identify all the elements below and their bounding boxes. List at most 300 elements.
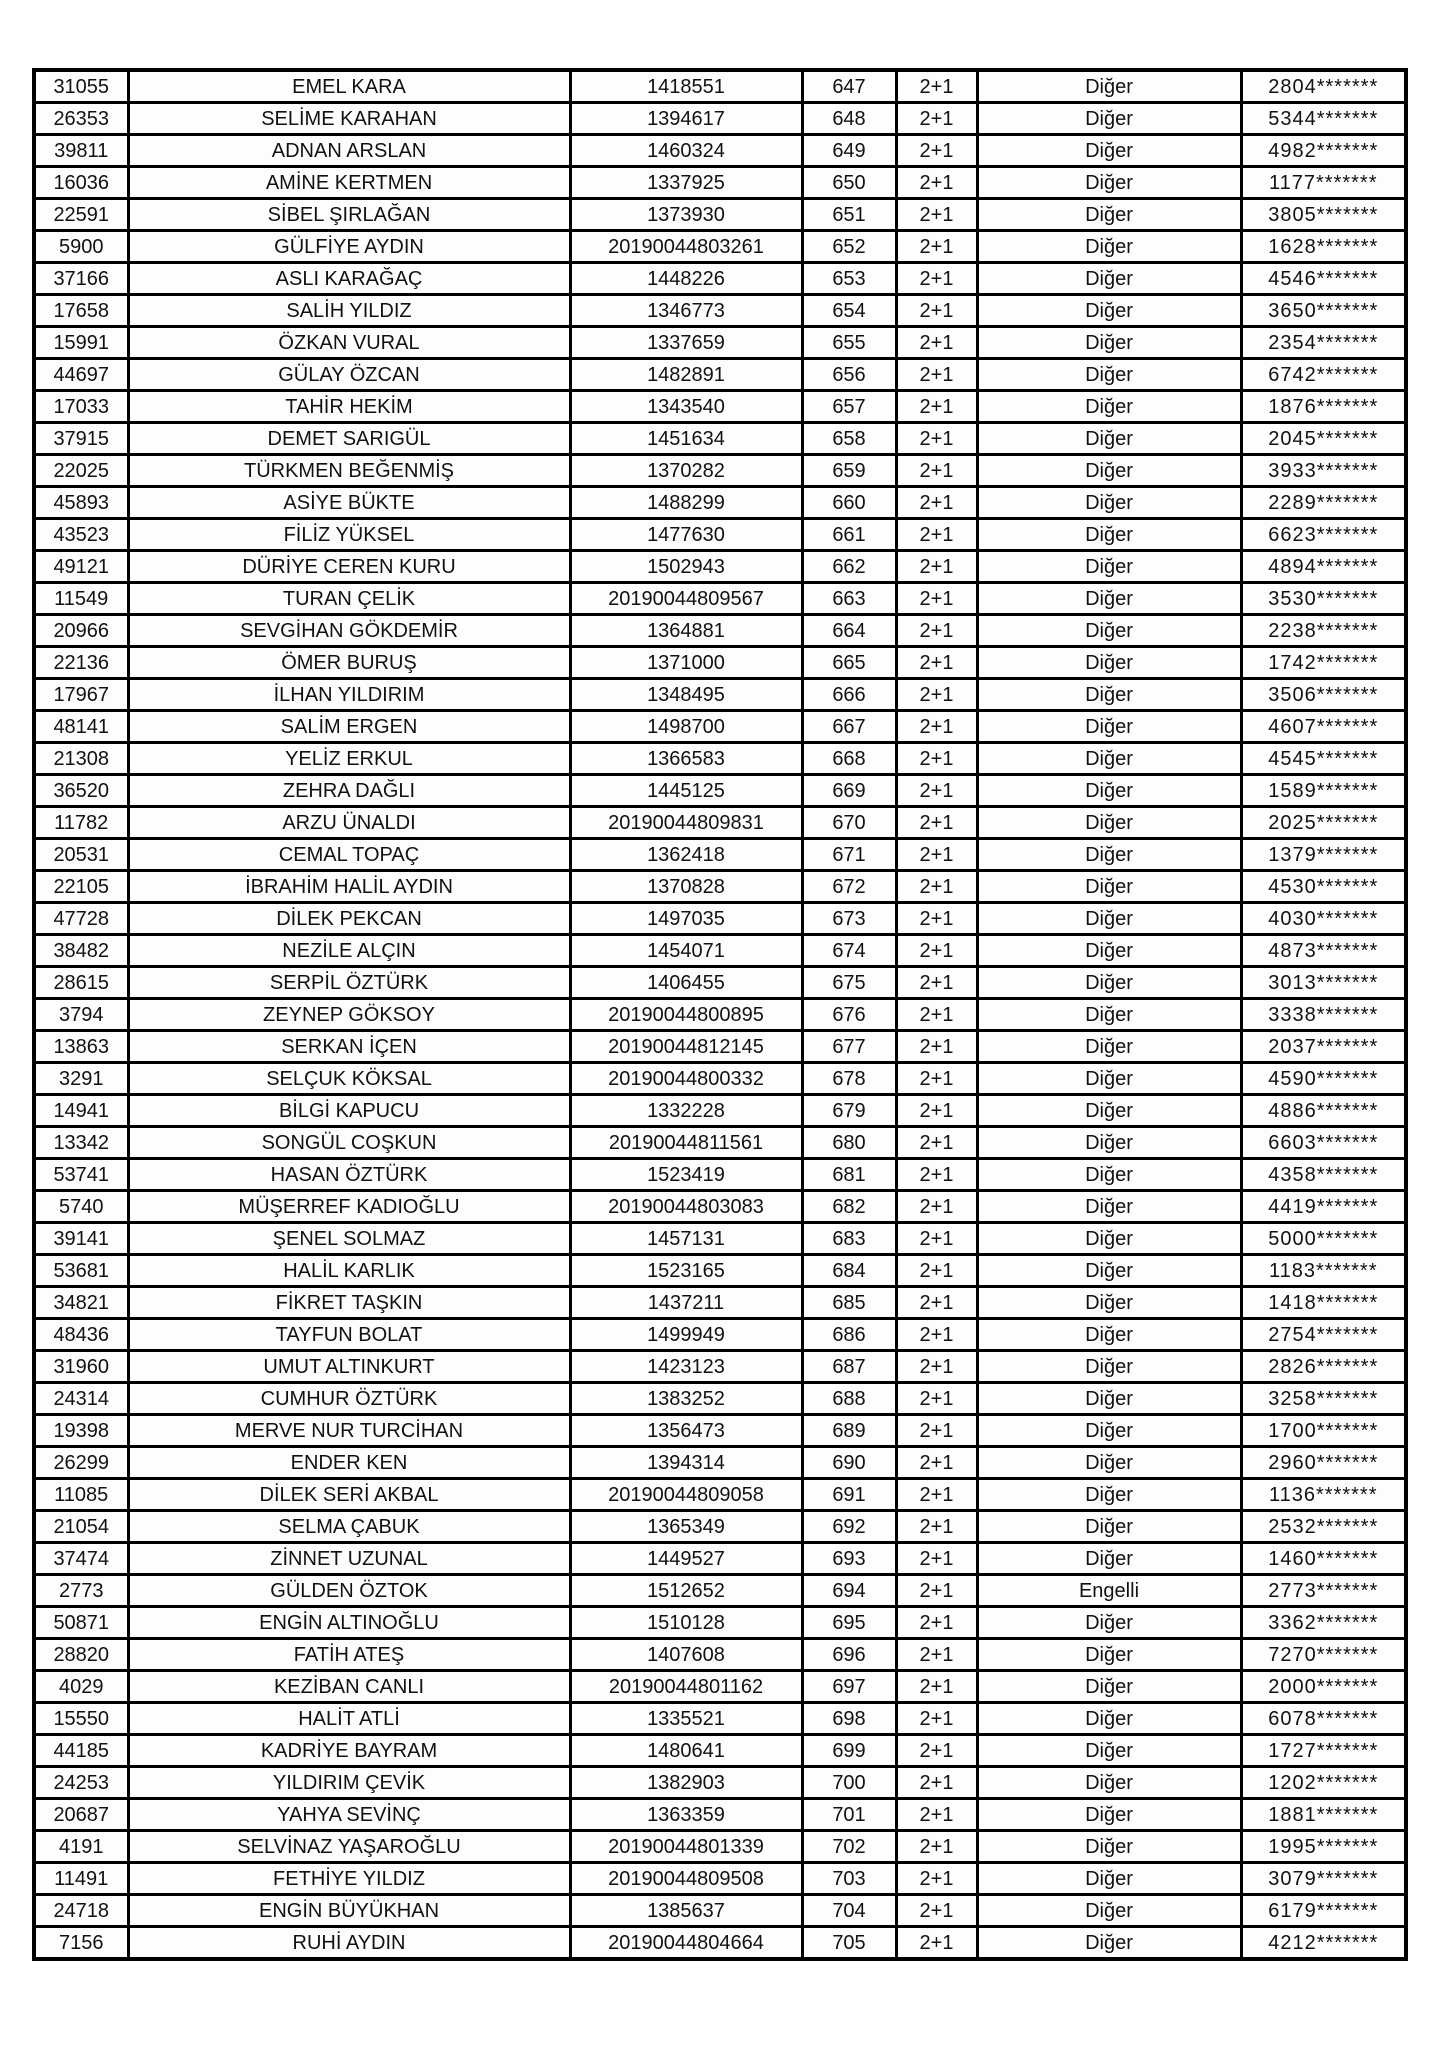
cell-draw_rank: 685 xyxy=(802,1287,896,1319)
cell-applicant_id: 47728 xyxy=(34,903,128,935)
cell-unit_type: 2+1 xyxy=(896,743,977,775)
cell-masked_phone: 6742******* xyxy=(1241,359,1406,391)
cell-applicant_id: 53681 xyxy=(34,1255,128,1287)
cell-category: Diğer xyxy=(977,1031,1241,1063)
cell-full_name: SELİME KARAHAN xyxy=(128,103,570,135)
cell-draw_rank: 681 xyxy=(802,1159,896,1191)
cell-masked_phone: 1628******* xyxy=(1241,231,1406,263)
cell-unit_type: 2+1 xyxy=(896,583,977,615)
cell-full_name: SELVİNAZ YAŞAROĞLU xyxy=(128,1831,570,1863)
cell-unit_type: 2+1 xyxy=(896,807,977,839)
cell-full_name: YAHYA SEVİNÇ xyxy=(128,1799,570,1831)
cell-draw_rank: 703 xyxy=(802,1863,896,1895)
cell-applicant_id: 17967 xyxy=(34,679,128,711)
cell-category: Diğer xyxy=(977,935,1241,967)
cell-masked_phone: 1177******* xyxy=(1241,167,1406,199)
cell-masked_phone: 1136******* xyxy=(1241,1479,1406,1511)
cell-draw_rank: 700 xyxy=(802,1767,896,1799)
cell-draw_rank: 665 xyxy=(802,647,896,679)
cell-applicant_id: 22136 xyxy=(34,647,128,679)
cell-masked_phone: 2960******* xyxy=(1241,1447,1406,1479)
cell-masked_phone: 4873******* xyxy=(1241,935,1406,967)
cell-full_name: FETHİYE YILDIZ xyxy=(128,1863,570,1895)
cell-full_name: SEVGİHAN GÖKDEMİR xyxy=(128,615,570,647)
cell-category: Diğer xyxy=(977,199,1241,231)
cell-applicant_id: 48436 xyxy=(34,1319,128,1351)
cell-applicant_id: 43523 xyxy=(34,519,128,551)
table-row xyxy=(34,519,1406,551)
table-row xyxy=(34,647,1406,679)
cell-category: Diğer xyxy=(977,1511,1241,1543)
cell-draw_rank: 664 xyxy=(802,615,896,647)
cell-category: Diğer xyxy=(977,903,1241,935)
cell-application_no: 20190044809831 xyxy=(570,807,802,839)
cell-applicant_id: 5900 xyxy=(34,231,128,263)
table-row xyxy=(34,1511,1406,1543)
cell-unit_type: 2+1 xyxy=(896,1127,977,1159)
cell-category: Diğer xyxy=(977,1351,1241,1383)
cell-draw_rank: 694 xyxy=(802,1575,896,1607)
cell-application_no: 1356473 xyxy=(570,1415,802,1447)
cell-draw_rank: 652 xyxy=(802,231,896,263)
cell-applicant_id: 11491 xyxy=(34,1863,128,1895)
cell-category: Diğer xyxy=(977,1319,1241,1351)
cell-application_no: 1332228 xyxy=(570,1095,802,1127)
cell-application_no: 1373930 xyxy=(570,199,802,231)
cell-category: Diğer xyxy=(977,1543,1241,1575)
cell-category: Diğer xyxy=(977,967,1241,999)
cell-masked_phone: 4212******* xyxy=(1241,1927,1406,1960)
cell-full_name: ÖZKAN VURAL xyxy=(128,327,570,359)
cell-application_no: 1406455 xyxy=(570,967,802,999)
cell-draw_rank: 699 xyxy=(802,1735,896,1767)
cell-application_no: 20190044803083 xyxy=(570,1191,802,1223)
table-row xyxy=(34,1063,1406,1095)
cell-category: Engelli xyxy=(977,1575,1241,1607)
cell-full_name: HALİT ATLİ xyxy=(128,1703,570,1735)
cell-application_no: 20190044801162 xyxy=(570,1671,802,1703)
table-row xyxy=(34,967,1406,999)
cell-draw_rank: 702 xyxy=(802,1831,896,1863)
table-row xyxy=(34,743,1406,775)
cell-full_name: ZİNNET UZUNAL xyxy=(128,1543,570,1575)
cell-category: Diğer xyxy=(977,1255,1241,1287)
table-row xyxy=(34,70,1406,103)
cell-unit_type: 2+1 xyxy=(896,455,977,487)
cell-draw_rank: 662 xyxy=(802,551,896,583)
cell-masked_phone: 6603******* xyxy=(1241,1127,1406,1159)
cell-masked_phone: 1881******* xyxy=(1241,1799,1406,1831)
cell-full_name: FİKRET TAŞKIN xyxy=(128,1287,570,1319)
cell-masked_phone: 3506******* xyxy=(1241,679,1406,711)
cell-full_name: ASLI KARAĞAÇ xyxy=(128,263,570,295)
cell-masked_phone: 4530******* xyxy=(1241,871,1406,903)
cell-unit_type: 2+1 xyxy=(896,103,977,135)
cell-masked_phone: 2289******* xyxy=(1241,487,1406,519)
cell-unit_type: 2+1 xyxy=(896,1639,977,1671)
cell-category: Diğer xyxy=(977,1639,1241,1671)
cell-application_no: 1407608 xyxy=(570,1639,802,1671)
cell-masked_phone: 3362******* xyxy=(1241,1607,1406,1639)
cell-application_no: 1523419 xyxy=(570,1159,802,1191)
cell-category: Diğer xyxy=(977,551,1241,583)
cell-full_name: SİBEL ŞIRLAĞAN xyxy=(128,199,570,231)
cell-category: Diğer xyxy=(977,1415,1241,1447)
cell-full_name: BİLGİ KAPUCU xyxy=(128,1095,570,1127)
cell-unit_type: 2+1 xyxy=(896,871,977,903)
cell-draw_rank: 649 xyxy=(802,135,896,167)
cell-full_name: AMİNE KERTMEN xyxy=(128,167,570,199)
cell-full_name: GÜLAY ÖZCAN xyxy=(128,359,570,391)
cell-category: Diğer xyxy=(977,1895,1241,1927)
cell-applicant_id: 15991 xyxy=(34,327,128,359)
cell-applicant_id: 37474 xyxy=(34,1543,128,1575)
cell-masked_phone: 1418******* xyxy=(1241,1287,1406,1319)
cell-category: Diğer xyxy=(977,1063,1241,1095)
cell-applicant_id: 17033 xyxy=(34,391,128,423)
table-row xyxy=(34,711,1406,743)
cell-unit_type: 2+1 xyxy=(896,1735,977,1767)
cell-category: Diğer xyxy=(977,391,1241,423)
cell-draw_rank: 686 xyxy=(802,1319,896,1351)
cell-application_no: 1488299 xyxy=(570,487,802,519)
cell-category: Diğer xyxy=(977,1831,1241,1863)
cell-masked_phone: 5344******* xyxy=(1241,103,1406,135)
cell-draw_rank: 666 xyxy=(802,679,896,711)
cell-application_no: 1370282 xyxy=(570,455,802,487)
cell-applicant_id: 4029 xyxy=(34,1671,128,1703)
cell-unit_type: 2+1 xyxy=(896,903,977,935)
cell-application_no: 1512652 xyxy=(570,1575,802,1607)
table-row xyxy=(34,935,1406,967)
cell-unit_type: 2+1 xyxy=(896,1895,977,1927)
cell-draw_rank: 651 xyxy=(802,199,896,231)
cell-category: Diğer xyxy=(977,1671,1241,1703)
cell-application_no: 1454071 xyxy=(570,935,802,967)
cell-full_name: SONGÜL COŞKUN xyxy=(128,1127,570,1159)
cell-application_no: 20190044803261 xyxy=(570,231,802,263)
cell-full_name: FİLİZ YÜKSEL xyxy=(128,519,570,551)
cell-category: Diğer xyxy=(977,487,1241,519)
cell-applicant_id: 24253 xyxy=(34,1767,128,1799)
table-row xyxy=(34,583,1406,615)
cell-applicant_id: 36520 xyxy=(34,775,128,807)
cell-application_no: 1370828 xyxy=(570,871,802,903)
cell-full_name: YILDIRIM ÇEVİK xyxy=(128,1767,570,1799)
cell-category: Diğer xyxy=(977,1607,1241,1639)
cell-applicant_id: 31055 xyxy=(34,70,128,103)
cell-applicant_id: 20687 xyxy=(34,1799,128,1831)
table-row xyxy=(34,231,1406,263)
cell-masked_phone: 3258******* xyxy=(1241,1383,1406,1415)
table-row xyxy=(34,1671,1406,1703)
cell-unit_type: 2+1 xyxy=(896,1287,977,1319)
cell-application_no: 1502943 xyxy=(570,551,802,583)
cell-full_name: SERKAN İÇEN xyxy=(128,1031,570,1063)
cell-category: Diğer xyxy=(977,1735,1241,1767)
cell-draw_rank: 698 xyxy=(802,1703,896,1735)
table-row xyxy=(34,679,1406,711)
cell-masked_phone: 2826******* xyxy=(1241,1351,1406,1383)
table-row xyxy=(34,1607,1406,1639)
cell-application_no: 1451634 xyxy=(570,423,802,455)
cell-applicant_id: 24314 xyxy=(34,1383,128,1415)
cell-unit_type: 2+1 xyxy=(896,1511,977,1543)
cell-masked_phone: 1700******* xyxy=(1241,1415,1406,1447)
cell-draw_rank: 684 xyxy=(802,1255,896,1287)
cell-unit_type: 2+1 xyxy=(896,1767,977,1799)
cell-category: Diğer xyxy=(977,839,1241,871)
cell-draw_rank: 676 xyxy=(802,999,896,1031)
cell-full_name: ENDER KEN xyxy=(128,1447,570,1479)
cell-application_no: 20190044800895 xyxy=(570,999,802,1031)
table-row xyxy=(34,1863,1406,1895)
cell-masked_phone: 1742******* xyxy=(1241,647,1406,679)
cell-unit_type: 2+1 xyxy=(896,135,977,167)
cell-masked_phone: 3530******* xyxy=(1241,583,1406,615)
cell-application_no: 1498700 xyxy=(570,711,802,743)
cell-applicant_id: 31960 xyxy=(34,1351,128,1383)
table-row xyxy=(34,1031,1406,1063)
cell-application_no: 1423123 xyxy=(570,1351,802,1383)
cell-application_no: 20190044804664 xyxy=(570,1927,802,1960)
cell-unit_type: 2+1 xyxy=(896,711,977,743)
cell-full_name: DEMET SARIGÜL xyxy=(128,423,570,455)
table-row xyxy=(34,871,1406,903)
cell-draw_rank: 658 xyxy=(802,423,896,455)
cell-full_name: ENGİN BÜYÜKHAN xyxy=(128,1895,570,1927)
cell-full_name: CEMAL TOPAÇ xyxy=(128,839,570,871)
cell-unit_type: 2+1 xyxy=(896,1351,977,1383)
cell-draw_rank: 701 xyxy=(802,1799,896,1831)
cell-full_name: SERPİL ÖZTÜRK xyxy=(128,967,570,999)
cell-application_no: 1337659 xyxy=(570,327,802,359)
cell-applicant_id: 50871 xyxy=(34,1607,128,1639)
cell-masked_phone: 1202******* xyxy=(1241,1767,1406,1799)
cell-category: Diğer xyxy=(977,871,1241,903)
cell-full_name: YELİZ ERKUL xyxy=(128,743,570,775)
table-row xyxy=(34,1319,1406,1351)
cell-unit_type: 2+1 xyxy=(896,1223,977,1255)
cell-category: Diğer xyxy=(977,807,1241,839)
cell-application_no: 1343540 xyxy=(570,391,802,423)
cell-unit_type: 2+1 xyxy=(896,1031,977,1063)
cell-full_name: ÖMER BURUŞ xyxy=(128,647,570,679)
table-row xyxy=(34,135,1406,167)
cell-category: Diğer xyxy=(977,711,1241,743)
cell-category: Diğer xyxy=(977,455,1241,487)
cell-masked_phone: 2045******* xyxy=(1241,423,1406,455)
table-row xyxy=(34,423,1406,455)
cell-applicant_id: 21054 xyxy=(34,1511,128,1543)
cell-category: Diğer xyxy=(977,70,1241,103)
cell-full_name: DİLEK SERİ AKBAL xyxy=(128,1479,570,1511)
cell-masked_phone: 3079******* xyxy=(1241,1863,1406,1895)
table-row xyxy=(34,1351,1406,1383)
cell-full_name: SALİH YILDIZ xyxy=(128,295,570,327)
cell-category: Diğer xyxy=(977,1927,1241,1960)
cell-draw_rank: 692 xyxy=(802,1511,896,1543)
table-row xyxy=(34,839,1406,871)
cell-masked_phone: 4894******* xyxy=(1241,551,1406,583)
cell-application_no: 1457131 xyxy=(570,1223,802,1255)
cell-applicant_id: 17658 xyxy=(34,295,128,327)
table-row xyxy=(34,1831,1406,1863)
cell-full_name: ŞENEL SOLMAZ xyxy=(128,1223,570,1255)
cell-unit_type: 2+1 xyxy=(896,839,977,871)
cell-applicant_id: 44697 xyxy=(34,359,128,391)
cell-draw_rank: 671 xyxy=(802,839,896,871)
cell-category: Diğer xyxy=(977,647,1241,679)
cell-unit_type: 2+1 xyxy=(896,1479,977,1511)
cell-unit_type: 2+1 xyxy=(896,615,977,647)
cell-full_name: KADRİYE BAYRAM xyxy=(128,1735,570,1767)
cell-category: Diğer xyxy=(977,999,1241,1031)
cell-applicant_id: 14941 xyxy=(34,1095,128,1127)
cell-masked_phone: 2238******* xyxy=(1241,615,1406,647)
table-row xyxy=(34,615,1406,647)
table-row xyxy=(34,1287,1406,1319)
cell-application_no: 1480641 xyxy=(570,1735,802,1767)
table-row xyxy=(34,999,1406,1031)
cell-applicant_id: 13863 xyxy=(34,1031,128,1063)
cell-applicant_id: 44185 xyxy=(34,1735,128,1767)
cell-application_no: 1523165 xyxy=(570,1255,802,1287)
cell-application_no: 1366583 xyxy=(570,743,802,775)
cell-unit_type: 2+1 xyxy=(896,1671,977,1703)
cell-application_no: 1365349 xyxy=(570,1511,802,1543)
table-row xyxy=(34,1095,1406,1127)
table-row xyxy=(34,1543,1406,1575)
cell-category: Diğer xyxy=(977,775,1241,807)
table-row xyxy=(34,295,1406,327)
cell-application_no: 1437211 xyxy=(570,1287,802,1319)
cell-masked_phone: 1589******* xyxy=(1241,775,1406,807)
cell-applicant_id: 13342 xyxy=(34,1127,128,1159)
cell-category: Diğer xyxy=(977,231,1241,263)
cell-category: Diğer xyxy=(977,1159,1241,1191)
cell-applicant_id: 3794 xyxy=(34,999,128,1031)
cell-application_no: 1362418 xyxy=(570,839,802,871)
cell-applicant_id: 22105 xyxy=(34,871,128,903)
cell-full_name: RUHİ AYDIN xyxy=(128,1927,570,1960)
cell-draw_rank: 689 xyxy=(802,1415,896,1447)
cell-unit_type: 2+1 xyxy=(896,1799,977,1831)
table-row xyxy=(34,1767,1406,1799)
cell-category: Diğer xyxy=(977,1703,1241,1735)
cell-full_name: MERVE NUR TURCİHAN xyxy=(128,1415,570,1447)
cell-draw_rank: 663 xyxy=(802,583,896,615)
cell-draw_rank: 691 xyxy=(802,1479,896,1511)
table-row xyxy=(34,1927,1406,1960)
cell-full_name: HALİL KARLIK xyxy=(128,1255,570,1287)
cell-draw_rank: 667 xyxy=(802,711,896,743)
cell-applicant_id: 45893 xyxy=(34,487,128,519)
cell-unit_type: 2+1 xyxy=(896,487,977,519)
cell-application_no: 1418551 xyxy=(570,70,802,103)
cell-application_no: 20190044811561 xyxy=(570,1127,802,1159)
cell-draw_rank: 661 xyxy=(802,519,896,551)
cell-category: Diğer xyxy=(977,359,1241,391)
cell-full_name: ENGİN ALTINOĞLU xyxy=(128,1607,570,1639)
cell-full_name: UMUT ALTINKURT xyxy=(128,1351,570,1383)
cell-full_name: TURAN ÇELİK xyxy=(128,583,570,615)
cell-full_name: DÜRİYE CEREN KURU xyxy=(128,551,570,583)
cell-full_name: NEZİLE ALÇIN xyxy=(128,935,570,967)
cell-masked_phone: 4886******* xyxy=(1241,1095,1406,1127)
cell-masked_phone: 6623******* xyxy=(1241,519,1406,551)
cell-full_name: SELÇUK KÖKSAL xyxy=(128,1063,570,1095)
cell-unit_type: 2+1 xyxy=(896,391,977,423)
cell-applicant_id: 11085 xyxy=(34,1479,128,1511)
table-row xyxy=(34,903,1406,935)
cell-application_no: 20190044809508 xyxy=(570,1863,802,1895)
cell-draw_rank: 650 xyxy=(802,167,896,199)
cell-draw_rank: 656 xyxy=(802,359,896,391)
cell-full_name: ZEHRA DAĞLI xyxy=(128,775,570,807)
cell-application_no: 20190044801339 xyxy=(570,1831,802,1863)
cell-masked_phone: 4358******* xyxy=(1241,1159,1406,1191)
table-body xyxy=(34,70,1406,1959)
cell-category: Diğer xyxy=(977,583,1241,615)
table-row xyxy=(34,1479,1406,1511)
table-row xyxy=(34,775,1406,807)
cell-full_name: ARZU ÜNALDI xyxy=(128,807,570,839)
cell-unit_type: 2+1 xyxy=(896,1703,977,1735)
cell-masked_phone: 2000******* xyxy=(1241,1671,1406,1703)
cell-applicant_id: 26353 xyxy=(34,103,128,135)
cell-category: Diğer xyxy=(977,1191,1241,1223)
cell-unit_type: 2+1 xyxy=(896,1543,977,1575)
cell-unit_type: 2+1 xyxy=(896,967,977,999)
cell-applicant_id: 21308 xyxy=(34,743,128,775)
cell-application_no: 1335521 xyxy=(570,1703,802,1735)
cell-full_name: HASAN ÖZTÜRK xyxy=(128,1159,570,1191)
table-row xyxy=(34,807,1406,839)
cell-category: Diğer xyxy=(977,679,1241,711)
cell-category: Diğer xyxy=(977,135,1241,167)
cell-applicant_id: 24718 xyxy=(34,1895,128,1927)
cell-unit_type: 2+1 xyxy=(896,1159,977,1191)
cell-application_no: 1348495 xyxy=(570,679,802,711)
cell-applicant_id: 5740 xyxy=(34,1191,128,1223)
cell-unit_type: 2+1 xyxy=(896,1927,977,1960)
table-row xyxy=(34,1639,1406,1671)
cell-category: Diğer xyxy=(977,1127,1241,1159)
cell-applicant_id: 28615 xyxy=(34,967,128,999)
cell-application_no: 1382903 xyxy=(570,1767,802,1799)
cell-draw_rank: 678 xyxy=(802,1063,896,1095)
cell-masked_phone: 4030******* xyxy=(1241,903,1406,935)
cell-unit_type: 2+1 xyxy=(896,1607,977,1639)
cell-unit_type: 2+1 xyxy=(896,1191,977,1223)
cell-application_no: 1394314 xyxy=(570,1447,802,1479)
cell-category: Diğer xyxy=(977,295,1241,327)
cell-draw_rank: 647 xyxy=(802,70,896,103)
cell-masked_phone: 2804******* xyxy=(1241,70,1406,103)
cell-unit_type: 2+1 xyxy=(896,519,977,551)
cell-application_no: 1364881 xyxy=(570,615,802,647)
cell-application_no: 1383252 xyxy=(570,1383,802,1415)
cell-category: Diğer xyxy=(977,1863,1241,1895)
cell-application_no: 1449527 xyxy=(570,1543,802,1575)
applicant-list-table xyxy=(32,68,1408,1961)
cell-draw_rank: 690 xyxy=(802,1447,896,1479)
cell-draw_rank: 675 xyxy=(802,967,896,999)
cell-draw_rank: 670 xyxy=(802,807,896,839)
cell-applicant_id: 22591 xyxy=(34,199,128,231)
cell-category: Diğer xyxy=(977,327,1241,359)
